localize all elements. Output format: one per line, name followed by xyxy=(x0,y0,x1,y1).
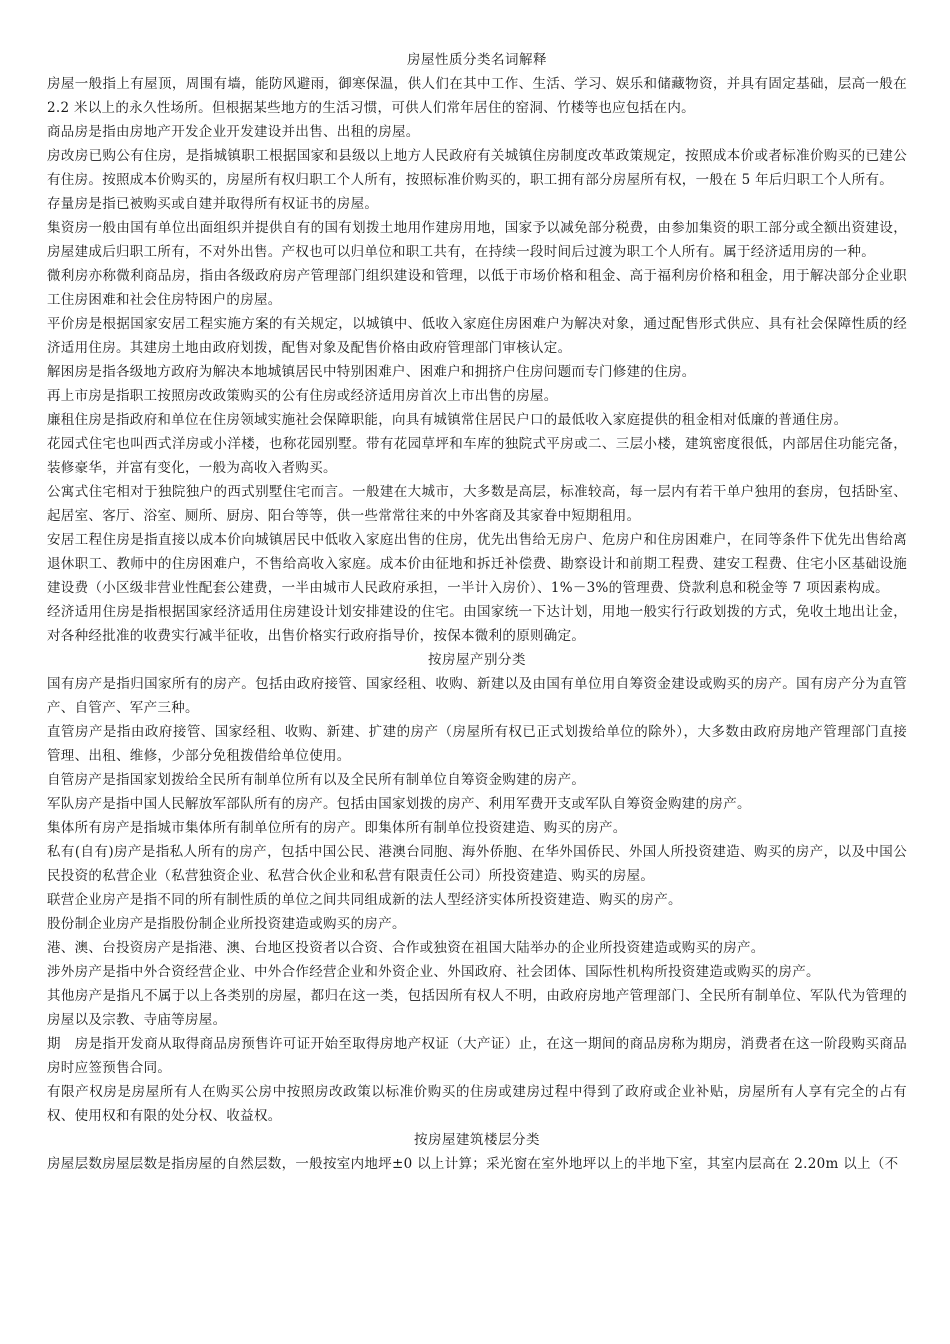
paragraph: 联营企业房产是指不同的所有制性质的单位之间共同组成新的法人型经济实体所投资建造、购买的房产。 xyxy=(47,892,682,908)
section-floor-type xyxy=(47,1128,907,1176)
section-ownership-type xyxy=(47,648,907,1128)
paragraph: 公寓式住宅相对于独院独户的西式别墅住宅而言。一般建在大城市，大多数是高层，标准较高，每一层内有若干单户独用的套房，包括卧室、起居室、客厅、浴室、厕所、厨房、阳台等等，供一些常常往来的中外客商及其家眷中短期租用。 xyxy=(47,484,907,524)
paragraph: 商品房是指由房地产开发企业开发建设并出售、出租的房屋。 xyxy=(47,124,420,140)
paragraph: 期 房是指开发商从取得商品房预售许可证开始至取得房地产权证（大产证）止，在这一期间的商品房称为期房，消费者在这一阶段购买商品房时应签预售合同。 xyxy=(47,1036,907,1076)
paragraph: 直管房产是指由政府接管、国家经租、收购、新建、扩建的房产（房屋所有权已正式划拨给单位的除外），大多数由政府房地产管理部门直接管理、出租、维修，少部分免租拨借给单位使用。 xyxy=(47,724,907,764)
paragraph: 平价房是根据国家安居工程实施方案的有关规定，以城镇中、低收入家庭住房困难户为解决对象，通过配售形式供应、具有社会保障性质的经济适用住房。其建房土地由政府划拨，配售对象及配售价格由政府管理部门审核认定。 xyxy=(47,316,907,356)
paragraph: 国有房产是指归国家所有的房产。包括由政府接管、国家经租、收购、新建以及由国有单位用自筹资金建设或购买的房产。国有房产分为直管产、自管产、军产三种。 xyxy=(47,676,907,716)
paragraph: 存量房是指已被购买或自建并取得所有权证书的房屋。 xyxy=(47,196,379,212)
paragraph: 股份制企业房产是指股份制企业所投资建造或购买的房产。 xyxy=(47,916,406,932)
paragraph: 再上市房是指职工按照房改政策购买的公有住房或经济适用房首次上市出售的房屋。 xyxy=(47,388,558,404)
paragraph: 廉租住房是指政府和单位在住房领域实施社会保障职能，向具有城镇常住居民户口的最低收入家庭提供的租金相对低廉的普通住房。 xyxy=(47,412,848,428)
paragraph: 私有(自有)房产是指私人所有的房产，包括中国公民、港澳台同胞、海外侨胞、在华外国侨民、外国人所投资建造、购买的房产，以及中国公民投资的私营企业（私营独资企业、私营合伙企业和私营有限责任公司）所投资建造、购买的房屋。 xyxy=(47,844,907,884)
paragraph: 解困房是指各级地方政府为解决本地城镇居民中特别困难户、困难户和拥挤户住房问题而专门修建的住房。 xyxy=(47,364,696,380)
paragraph: 军队房产是指中国人民解放军部队所有的房产。包括由国家划拨的房产、利用军费开支或军队自筹资金购建的房产。 xyxy=(47,796,751,812)
paragraph: 安居工程住房是指直接以成本价向城镇居民中低收入家庭出售的住房，优先出售给无房户、危房户和住房困难户，在同等条件下优先出售给离退休职工、教师中的住房困难户，不售给高收入家庭。成本价由征地和拆迁补偿费、勘察设计和前期工程费、建安工程费、住宅小区基础设施建设费（小区级非营业性配套公建费，一半由城市人民政府承担，一半计入房价）、1%－3%的管理费、贷款利息和税金等 7 项因素构成。 xyxy=(47,532,907,596)
paragraph: 房屋层数房屋层数是指房屋的自然层数，一般按室内地坪±0 以上计算；采光窗在室外地坪以上的半地下室，其室内层高在 2.20m 以上（不 xyxy=(47,1156,899,1172)
paragraph: 其他房产是指凡不属于以上各类别的房屋，都归在这一类，包括因所有权人不明，由政府房地产管理部门、全民所有制单位、军队代为管理的房屋以及宗教、寺庙等房屋。 xyxy=(47,988,907,1028)
paragraph: 房屋一般指上有屋顶，周围有墙，能防风避雨，御寒保温，供人们在其中工作、生活、学习、娱乐和储藏物资，并具有固定基础，层高一般在 2.2 米以上的永久性场所。但根据某些地方的生活习惯，可供人们常年居住的窑洞、竹楼等也应包括在内。 xyxy=(47,76,907,116)
paragraph: 花园式住宅也叫西式洋房或小洋楼，也称花园别墅。带有花园草坪和车库的独院式平房或二、三层小楼，建筑密度很低，内部居住功能完备，装修豪华，并富有变化，一般为高收入者购买。 xyxy=(47,436,907,476)
paragraph: 经济适用住房是指根据国家经济适用住房建设计划安排建设的住宅。由国家统一下达计划，用地一般实行行政划拨的方式，免收土地出让金，对各种经批准的收费实行减半征收，出售价格实行政府指导价，按保本微利的原则确定。 xyxy=(47,604,907,644)
paragraph: 微利房亦称微利商品房，指由各级政府房产管理部门组织建设和管理，以低于市场价格和租金、高于福利房价格和租金，用于解决部分企业职工住房困难和社会住房特困户的房屋。 xyxy=(47,268,907,308)
section-heading: 按房屋产别分类 xyxy=(428,652,526,668)
paragraph: 房改房已购公有住房，是指城镇职工根据国家和县级以上地方人民政府有关城镇住房制度改革政策规定，按照成本价或者标准价购买的已建公有住房。按照成本价购买的，房屋所有权归职工个人所有，按照标准价购买的，职工拥有部分房屋所有权，一般在 5 年后归职工个人所有。 xyxy=(47,148,907,188)
paragraph: 自管房产是指国家划拨给全民所有制单位所有以及全民所有制单位自筹资金购建的房产。 xyxy=(47,772,586,788)
section-property-nature xyxy=(47,48,907,648)
paragraph: 集资房一般由国有单位出面组织并提供自有的国有划拨土地用作建房用地，国家予以减免部分税费，由参加集资的职工部分或全额出资建设，房屋建成后归职工所有，不对外出售。产权也可以归单位和职工共有，在持续一段时间后过渡为职工个人所有。属于经济适用房的一种。 xyxy=(47,220,907,260)
paragraph: 涉外房产是指中外合资经营企业、中外合作经营企业和外资企业、外国政府、社会团体、国际性机构所投资建造或购买的房产。 xyxy=(47,964,820,980)
paragraph: 集体所有房产是指城市集体所有制单位所有的房产。即集体所有制单位投资建造、购买的房产。 xyxy=(47,820,627,836)
paragraph: 港、澳、台投资房产是指港、澳、台地区投资者以合资、合作或独资在祖国大陆举办的企业所投资建造或购买的房产。 xyxy=(47,940,765,956)
paragraph: 有限产权房是房屋所有人在购买公房中按照房改政策以标准价购买的住房或建房过程中得到了政府或企业补贴，房屋所有人享有完全的占有权、使用权和有限的处分权、收益权。 xyxy=(47,1084,907,1124)
document-page xyxy=(47,48,907,1176)
section-heading: 房屋性质分类名词解释 xyxy=(407,52,547,68)
section-heading: 按房屋建筑楼层分类 xyxy=(414,1132,540,1148)
